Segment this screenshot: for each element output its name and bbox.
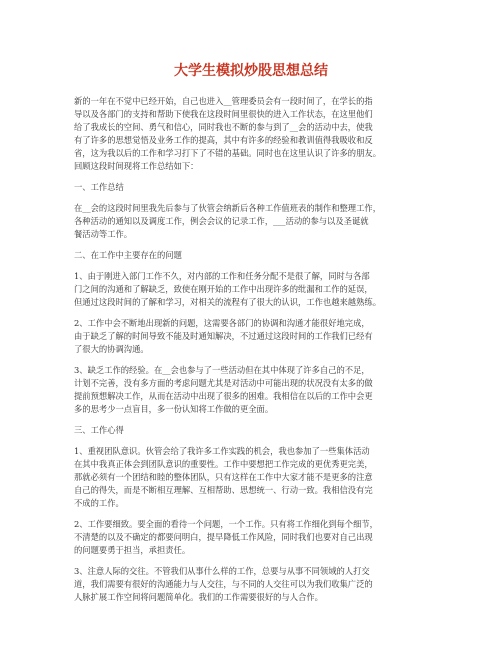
- text-line: 那就必须有一个团结和睦的整体团队，只有这样在工作中大家才能不是更多的注意: [74, 472, 373, 482]
- text-line: 道，我们需要有很好的沟通能力与人交往，与不同的人交往可以为我们收集广泛的: [74, 579, 373, 589]
- text-line: 的问题要勇于担当，承担责任。: [74, 545, 191, 555]
- text-line: 3、缺乏工作的经验。在__会也参与了一些活动但在其中体现了许多自己的不足，: [74, 365, 370, 375]
- paragraph: [74, 202, 432, 241]
- text-line: 在__会的这段时间里我先后参与了伙管会纳新后各种工作值班表的制作和整理工作，: [74, 203, 381, 213]
- text-line: 自己的得失，而是不断相互理解、互相帮助、思想统一、行动一致。我相信没有完: [74, 485, 373, 495]
- text-line: 3、注意人际的交往。不管我们从事什么样的工作，总要与从事不同领域的人打交: [74, 566, 370, 576]
- text-line: 但通过这段时间的了解和学习，对相关的流程有了很大的认识，工作也越来越熟练。: [74, 297, 381, 307]
- text-line: 计划不完善，没有多方面的考虑问题尤其是对活动中可能出现的状况没有太多的做: [74, 378, 373, 388]
- text-line: 新的一年在不觉中已经开始，自己也进入__管理委员会有一段时间了，在学长的指: [74, 96, 373, 106]
- text-line: 2、工作要细致。要全面的看待一个问题，一个工作。只有将工作细化到每个细节，: [74, 519, 378, 529]
- document-body: [74, 95, 432, 604]
- text-line: 餐活动等工作。: [74, 229, 133, 239]
- text-line: 有了许多的思想觉悟及业务工作的提高，其中有许多的经验和教训值得我吸收和反: [74, 135, 373, 145]
- text-line: 了很大的协调沟通。: [74, 344, 149, 354]
- section-heading: 三、工作心得: [74, 425, 124, 435]
- paragraph: [74, 270, 432, 309]
- text-line: 回顾这段时间现将工作总结如下：: [74, 161, 199, 171]
- document-title: 大学生模拟炒股思想总结: [174, 63, 328, 79]
- text-line: 2、工作中会不断地出现新的问题，这需要各部门的协调和沟通才能很好地完成，: [74, 318, 370, 328]
- paragraph: [74, 317, 432, 356]
- text-line: 1、重视团队意识。伙管会给了我许多工作实践的机会，我也参加了一些集体活动: [74, 446, 370, 456]
- text-line: 1、由于刚进入部门工作不久，对内部的工作和任务分配不是很了解，同时与各部: [74, 271, 370, 281]
- text-line: 多的思考少一点盲目，多一份认知将工作做的更全面。: [74, 404, 274, 414]
- section-heading: 二、在工作中主要存在的问题: [74, 250, 182, 260]
- text-line: 不成的工作。: [74, 498, 124, 508]
- text-line: 提前预想解决工作，从而在活动中出现了很多的困难。我相信在以后的工作中会更: [74, 391, 373, 401]
- text-line: 门之间的沟通和了解缺乏，致使在刚开始的工作中出现许多的纰漏和工作的延误，: [74, 284, 373, 294]
- section-heading: 一、工作总结: [74, 182, 124, 192]
- text-line: 各种活动的通知以及调度工作，例会会议的记录工作，___活动的参与以及圣诞就: [74, 216, 369, 226]
- text-line: 省，这为我以后的工作和学习打下了不错的基础。同时也在这里认识了许多的朋友。: [74, 148, 381, 158]
- text-line: 人脉扩展工作空间将问题简单化。我们的工作需要很好的与人合作。: [74, 592, 323, 602]
- paragraph: [74, 565, 432, 604]
- text-line: 不清楚的以及不确定的都要问明白，提早降低工作风险，同时我们也要对自己出现: [74, 532, 373, 542]
- intro-paragraph: [74, 95, 432, 173]
- paragraph: [74, 364, 432, 416]
- text-line: 给了我成长的空间、勇气和信心，同时我也不断的参与到了__会的活动中去，使我: [74, 122, 373, 132]
- text-line: 由于缺乏了解的时间导致不能及时通知解决，不过通过这段时间的工作我们已经有: [74, 331, 373, 341]
- paragraph: [74, 518, 432, 557]
- text-line: 导以及各部门的支持和帮助下使我在这段时间里很快的进入工作状态，在这里他们: [74, 109, 373, 119]
- paragraph: [74, 445, 432, 510]
- text-line: 在其中我真正体会到团队意识的重要性。工作中要想把工作完成的更优秀更完美，: [74, 459, 373, 469]
